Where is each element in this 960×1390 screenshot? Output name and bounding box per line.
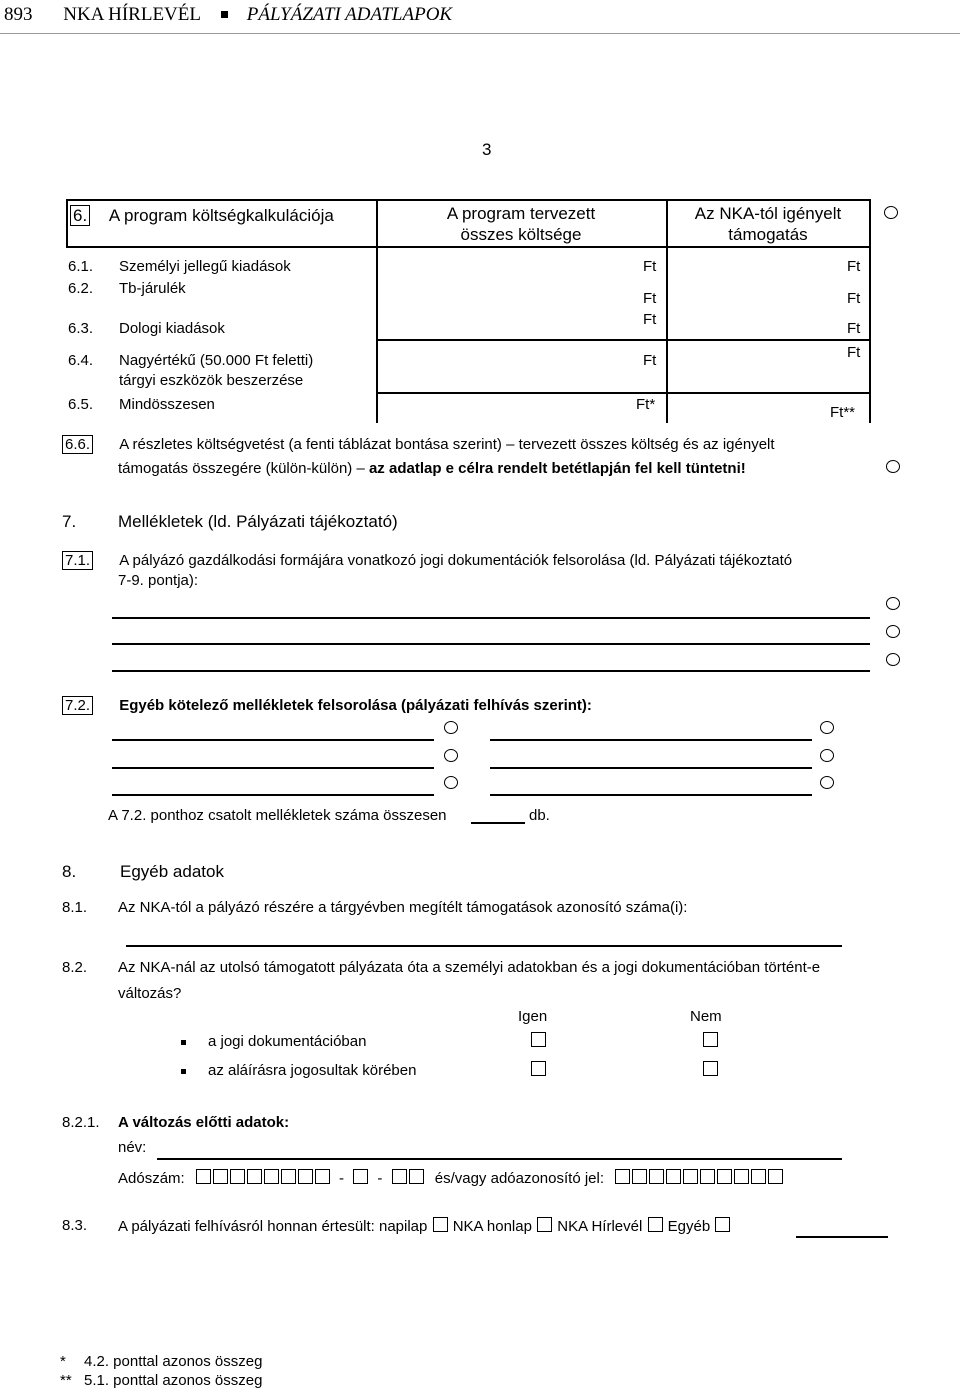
section-7-2: 7.2. Egyéb kötelező mellékletek felsorolása (pályázati felhívás szerint): [62,697,592,714]
fill-line[interactable] [126,945,842,947]
checkbox-newspaper[interactable] [433,1217,448,1232]
other-source-field[interactable] [796,1236,888,1238]
checkbox-other[interactable] [715,1217,730,1232]
fill-line[interactable] [490,767,812,769]
tax-number-boxes[interactable] [195,1170,331,1187]
column-header-total: A program tervezett összes költsége [446,204,596,244]
check-circle-icon [886,460,900,473]
section-7-title: 7. Mellékletek (ld. Pályázati tájékoztató) [62,512,398,531]
budget-row-6-5: 6.5. Mindösszesen [68,396,215,413]
fill-line[interactable] [112,643,870,645]
budget-row-6-4: 6.4. Nagyértékű (50.000 Ft feletti) [68,352,314,369]
check-circle-icon [886,625,900,638]
section-8-title: 8. Egyéb adatok [62,862,224,881]
publication-name: NKA HÍRLEVÉL [63,4,201,25]
fill-line[interactable] [112,794,434,796]
unit-request-6-5: Ft** [830,404,856,421]
running-header [4,4,452,26]
fill-line[interactable] [112,767,434,769]
fill-line[interactable] [112,670,870,672]
check-circle-icon [820,721,834,734]
unit-total-6-5: Ft* [636,396,656,413]
fill-line[interactable] [112,739,434,741]
check-circle-icon [820,776,834,789]
change-item-signatories: az aláírásra jogosultak körében [208,1062,417,1079]
checkbox-legal-no[interactable] [703,1032,718,1047]
column-header-request: Az NKA-tól igényelt támogatás [694,204,842,244]
budget-row-6-1: 6.1. Személyi jellegű kiadások [68,258,291,275]
tax-number-label: Adószám: [118,1170,185,1187]
section-6-6-line2: támogatás összegére (külön-külön) – az adatlap e célra rendelt betétlapján fel kell tüntetni! [118,460,746,477]
bullet-icon [181,1040,186,1045]
section-8-2: 8.2. Az NKA-nál az utolsó támogatott pályázata óta a személyi adatokban és a jogi dokumentációban történt-e [62,959,821,976]
section-6-6: 6.6. A részletes költségvetést (a fenti táblázat bontása szerint) – tervezett összes költség és az igényelt [62,436,775,453]
footnote-2: ** 5.1. ponttal azonos összeg [60,1372,263,1389]
checkbox-signatories-yes[interactable] [531,1061,546,1076]
name-label: név: [118,1139,147,1156]
section-7-1-line2: 7-9. pontja): [118,572,199,589]
section-8-3: 8.3. A pályázati felhívásról honnan értesült: napilap NKA honlap NKA Hírlevél Egyéb [62,1217,87,1234]
fill-line[interactable] [112,617,870,619]
unit-request-6-2: Ft [847,290,861,307]
name-field[interactable] [157,1158,842,1160]
change-item-legal: a jogi dokumentációban [208,1033,367,1050]
check-circle-icon [820,749,834,762]
budget-row-6-4-cont: tárgyi eszközök beszerzése [119,372,304,389]
unit-total-6-4: Ft [643,352,657,369]
fill-line[interactable] [490,739,812,741]
unit-total-6-2: Ft [643,290,657,307]
unit-request-6-3: Ft [847,320,861,337]
attachment-count-field[interactable] [471,822,525,824]
tax-number-box[interactable] [353,1169,368,1184]
attachment-count-unit: db. [529,807,550,824]
form-page-number: 3 [482,140,492,159]
budget-row-6-2: 6.2. Tb-járulék [68,280,186,297]
tax-id-boxes[interactable] [614,1170,784,1187]
footnote-1: * 4.2. ponttal azonos összeg [60,1353,263,1370]
fill-line[interactable] [490,794,812,796]
page-number: 893 [4,4,33,25]
tax-number-row: Adószám: - - és/vagy adóazonosító jel: [118,1169,784,1187]
tax-number-boxes[interactable] [391,1170,425,1187]
checkbox-nka-newsletter[interactable] [648,1217,663,1232]
check-circle-icon [444,721,458,734]
check-circle-icon [884,206,898,219]
section-8-2-line2: változás? [118,985,182,1002]
check-circle-icon [444,749,458,762]
section-name: PÁLYÁZATI ADATLAPOK [246,4,453,25]
header-rule [0,33,960,34]
separator-bullet-icon [221,11,228,18]
budget-row-6-3: 6.3. Dologi kiadások [68,320,225,337]
checkbox-nka-website[interactable] [537,1217,552,1232]
bullet-icon [181,1069,186,1074]
unit-request-6-4: Ft [847,344,861,361]
check-circle-icon [886,653,900,666]
unit-total-6-3: Ft [643,311,657,328]
checkbox-signatories-no[interactable] [703,1061,718,1076]
section-7-1: 7.1. A pályázó gazdálkodási formájára vonatkozó jogi dokumentációk felsorolása (ld. Pályázati tájékoztató [62,552,792,569]
yes-label: Igen [518,1008,548,1025]
attachment-count-label: A 7.2. ponthoz csatolt mellékletek száma összesen [108,807,447,824]
tax-id-label: és/vagy adóazonosító jel: [434,1170,605,1187]
no-label: Nem [690,1008,722,1025]
check-circle-icon [886,597,900,610]
unit-request-6-1: Ft [847,258,861,275]
budget-title: 6. A program költségkalkulációja [70,206,334,226]
section-8-1: 8.1. Az NKA-tól a pályázó részére a tárgyévben megítélt támogatások azonosító száma(i): [62,899,688,916]
section-8-2-1: 8.2.1. A változás előtti adatok: [62,1114,290,1131]
checkbox-legal-yes[interactable] [531,1032,546,1047]
unit-total-6-1: Ft [643,258,657,275]
check-circle-icon [444,776,458,789]
